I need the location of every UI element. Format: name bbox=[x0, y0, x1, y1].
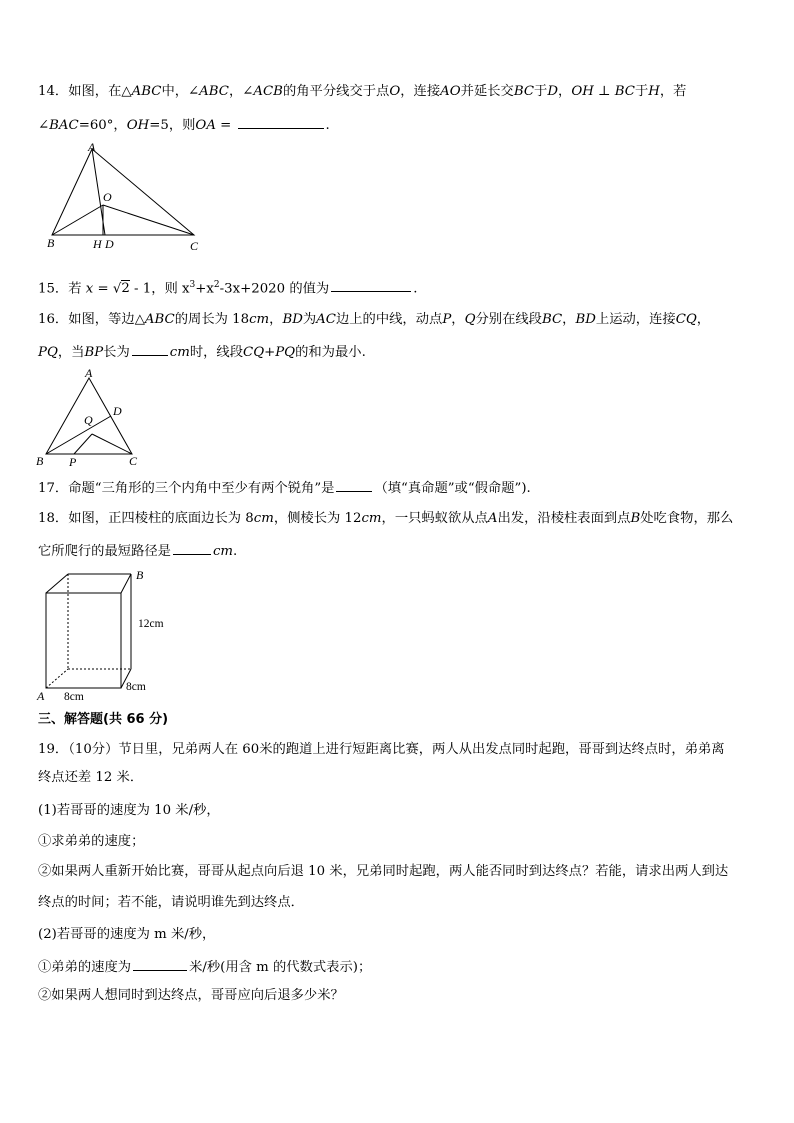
answer-blank-q19[interactable] bbox=[133, 956, 187, 971]
q19-line4: ①求弟弟的速度； bbox=[38, 834, 145, 849]
q14-label-d: D bbox=[105, 237, 114, 251]
answer-blank-q15[interactable] bbox=[331, 277, 411, 292]
q14-label-c: C bbox=[190, 239, 199, 253]
q14-label-a: A bbox=[88, 140, 96, 154]
answer-blank-q17[interactable] bbox=[336, 477, 372, 492]
q16-label-q: Q bbox=[84, 413, 93, 427]
q19-line8: ①弟弟的速度为 米/秒(用含 m 的代数式表示)； bbox=[38, 956, 758, 978]
q18-label-a: A bbox=[37, 689, 45, 703]
q16-label-p: P bbox=[69, 455, 77, 469]
q17-line: 17．命题“三角形的三个内角中至少有两个锐角”是 （填“真命题”或“假命题”). bbox=[38, 477, 758, 499]
q19-line2: 终点还差 12 米． bbox=[38, 770, 144, 785]
q14-label-o: O bbox=[103, 190, 112, 204]
q16-figure bbox=[36, 366, 146, 468]
q18-label-depth: 8cm bbox=[126, 681, 146, 693]
q19-line3: (1)若哥哥的速度为 10 米/秒， bbox=[38, 803, 220, 818]
q18-line2: 它所爬行的最短路径是 cm. bbox=[38, 540, 758, 562]
q19-line7: (2)若哥哥的速度为 m 米/秒， bbox=[38, 927, 216, 942]
section-heading: 三、解答题(共 66 分) bbox=[38, 712, 169, 727]
q14-label-h: H bbox=[93, 237, 102, 251]
answer-blank-q16[interactable] bbox=[132, 341, 168, 356]
q16-label-c: C bbox=[129, 454, 138, 468]
q14-figure bbox=[42, 140, 212, 255]
q16-label-b: B bbox=[36, 454, 44, 468]
q18-figure bbox=[34, 565, 179, 705]
q16-line1: 16．如图，等边△ABC的周长为 18cm，BD为AC边上的中线，动点P，Q分别在线段BC，BD上运动，连接CQ， bbox=[38, 312, 711, 327]
q18-label-width: 8cm bbox=[64, 691, 84, 703]
q19-line9: ②如果两人想同时到达终点，哥哥应向后退多少米？ bbox=[38, 988, 344, 1003]
q18-label-b: B bbox=[136, 568, 144, 582]
q14-line1: 14．如图，在△ABC中，∠ABC，∠ACB的角平分线交于点O，连接AO并延长交BC于D，OH ⊥ BC于H，若 bbox=[38, 84, 687, 99]
q18-line1: 18．如图，正四棱柱的底面边长为 8cm，侧棱长为 12cm，一只蚂蚁欲从点A出发，沿棱柱表面到点B处吃食物，那么 bbox=[38, 511, 734, 526]
q19-line1: 19．（10分）节日里，兄弟两人在 60米的跑道上进行短距离比赛，两人从出发点同时起跑，哥哥到达终点时，弟弟离 bbox=[38, 742, 725, 757]
q16-line2: PQ，当BP长为 cm时，线段CQ+PQ的和为最小. bbox=[38, 341, 758, 363]
q16-label-a: A bbox=[85, 366, 93, 380]
answer-blank-q14[interactable] bbox=[238, 114, 324, 129]
q19-line5: ②如果两人重新开始比赛，哥哥从起点向后退 10 米，兄弟同时起跑，两人能否同时到达终点？若能，请求出两人到达 bbox=[38, 864, 729, 879]
q14-line2: ∠BAC=60°，OH=5，则OA = . bbox=[38, 114, 758, 136]
q16-label-d: D bbox=[113, 404, 122, 418]
answer-blank-q18[interactable] bbox=[173, 540, 211, 555]
q18-label-height: 12cm bbox=[138, 618, 164, 630]
q19-line6: 终点的时间；若不能，请说明谁先到达终点． bbox=[38, 895, 304, 910]
q14-label-b: B bbox=[47, 236, 55, 250]
q15-line: 15．若 x = √2 - 1，则 $x^3+x^2-3x+2020$ 的值为 . bbox=[38, 275, 758, 299]
